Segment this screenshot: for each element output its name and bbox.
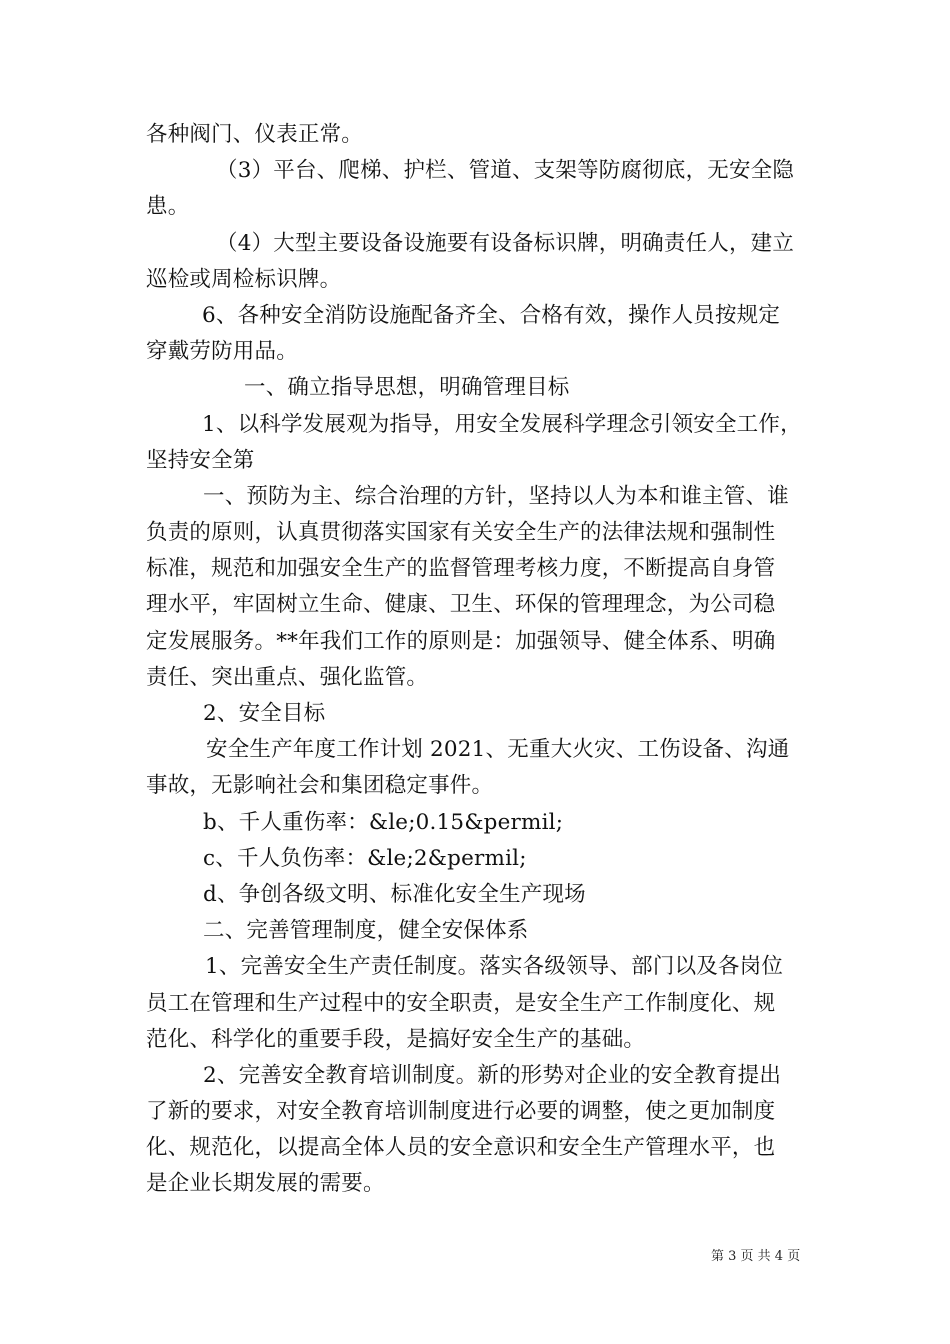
text-line: 6、各种安全消防设施配备齐全、合格有效，操作人员按规定 [202,302,781,328]
section-heading: 一、确立指导思想，明确管理目标 [244,375,570,401]
text-line: 标准，规范和加强安全生产的监督管理考核力度，不断提高自身管 [146,556,776,582]
text-line: 1、完善安全生产责任制度。落实各级领导、部门以及各岗位 [205,954,784,980]
list-item: c、千人负伤率：&le;2&permil; [203,845,527,871]
text-line: 穿戴劳防用品。 [146,339,298,365]
page-number: 第 3 页 共 4 页 [711,1249,801,1264]
text-line: 各种阀门、仪表正常。 [146,122,364,147]
document-body [146,117,816,1203]
text-line: 责任、突出重点、强化监管。 [146,664,429,690]
text-line: 坚持安全第 [146,447,255,473]
text-line: 患。 [146,194,190,220]
list-item: d、争创各级文明、标准化安全生产现场 [203,881,586,907]
text-line: 理水平，牢固树立生命、健康、卫生、环保的管理理念，为公司稳 [146,592,776,618]
list-item: b、千人重伤率：&le;0.15&permil; [203,809,564,835]
subsection-heading: 2、安全目标 [203,701,326,726]
text-line: 安全生产年度工作计划 2021、无重大火灾、工伤设备、沟通 [206,737,790,763]
text-line: 2、完善安全教育培训制度。新的形势对企业的安全教育提出 [203,1062,782,1088]
text-line: 范化、科学化的重要手段，是搞好安全生产的基础。 [146,1026,646,1052]
text-line: 了新的要求，对安全教育培训制度进行必要的调整，使之更加制度 [146,1099,776,1125]
text-line: 1、以科学发展观为指导，用安全发展科学理念引领安全工作， [202,411,802,437]
text-line: （4）大型主要设备设施要有设备标识牌，明确责任人，建立 [216,230,795,256]
text-line: 化、规范化，以提高全体人员的安全意识和安全生产管理水平，也 [146,1135,776,1161]
text-line: 巡检或周检标识牌。 [146,266,342,292]
text-line: 负责的原则，认真贯彻落实国家有关安全生产的法律法规和强制性 [146,520,776,546]
text-line: （3）平台、爬梯、护栏、管道、支架等防腐彻底，无安全隐 [216,158,795,184]
text-line: 员工在管理和生产过程中的安全职责，是安全生产工作制度化、规 [146,990,776,1016]
text-line: 是企业长期发展的需要。 [146,1171,385,1197]
text-line: 一、预防为主、综合治理的方针，坚持以人为本和谁主管、谁 [203,483,789,509]
text-line: 事故，无影响社会和集团稳定事件。 [146,773,494,799]
text-line: 定发展服务。**年我们工作的原则是：加强领导、健全体系、明确 [146,628,776,654]
section-heading: 二、完善管理制度，健全安保体系 [203,918,529,944]
